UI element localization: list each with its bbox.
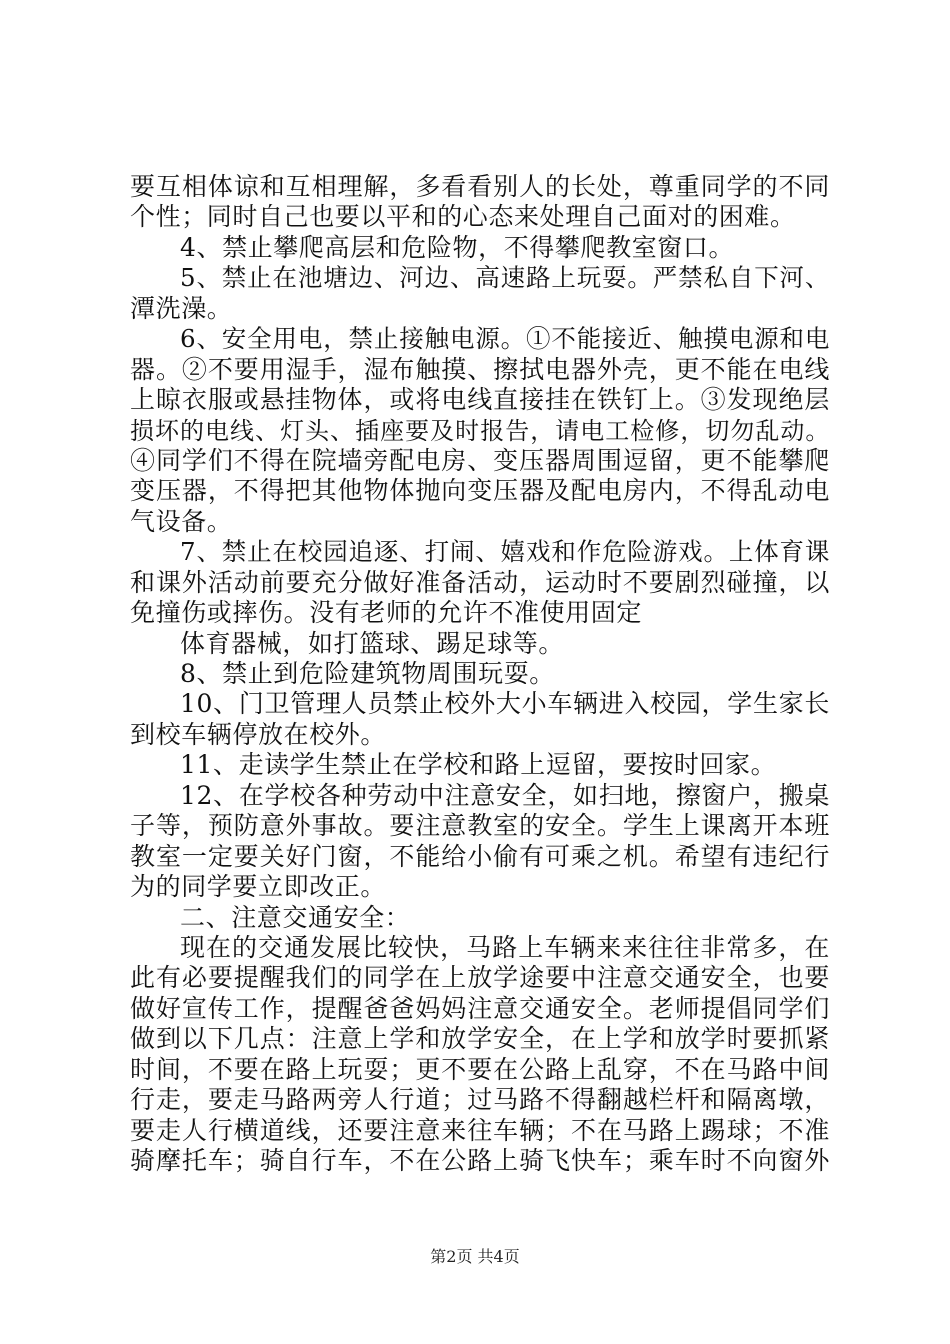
text-line: 要互相体谅和互相理解，多看看别人的长处，尊重同学的不同 — [130, 172, 830, 201]
text-line: 8、禁止到危险建筑物周围玩耍。 — [180, 659, 555, 688]
text-line: 现在的交通发展比较快，马路上车辆来来往往非常多，在 — [180, 932, 830, 962]
text-line: 上晾衣服或悬挂物体，或将电线直接挂在铁钉上。③发现绝层 — [130, 385, 830, 415]
text-line: 11、走读学生禁止在学校和路上逗留，要按时回家。 — [180, 750, 777, 780]
text-line: 行走，要走马路两旁人行道；过马路不得翻越栏杆和隔离墩， — [130, 1085, 830, 1115]
text-line: 骑摩托车；骑自行车，不在公路上骑飞快车；乘车时不向窗外 — [130, 1146, 830, 1175]
page-footer: 第2页 共4页 — [430, 1247, 520, 1266]
text-line: 潭洗澡。 — [130, 293, 233, 323]
text-line: 4、禁止攀爬高层和危险物，不得攀爬教室窗口。 — [180, 232, 735, 262]
text-line: 二、注意交通安全： — [180, 902, 411, 932]
text-line: 子等，预防意外事故。要注意教室的安全。学生上课离开本班 — [130, 811, 830, 841]
text-line: 12、在学校各种劳动中注意安全，如扫地，擦窗户，搬桌 — [180, 780, 830, 810]
text-line: 器。②不要用湿手，湿布触摸、擦拭电器外壳，更不能在电线 — [130, 354, 830, 384]
text-line: 体育器械，如打篮球、踢足球等。 — [180, 628, 565, 658]
text-line: 此有必要提醒我们的同学在上放学途要中注意交通安全，也要 — [130, 963, 830, 993]
text-line: 做好宣传工作，提醒爸爸妈妈注意交通安全。老师提倡同学们 — [130, 993, 830, 1023]
text-line: 要走人行横道线，还要注意来往车辆；不在马路上踢球；不准 — [130, 1115, 830, 1145]
text-line: 和课外活动前要充分做好准备活动，运动时不要剧烈碰撞，以 — [130, 567, 830, 597]
text-line: 做到以下几点：注意上学和放学安全，在上学和放学时要抓紧 — [130, 1024, 830, 1054]
text-line: 时间，不要在路上玩耍；更不要在公路上乱穿，不在马路中间 — [130, 1054, 830, 1084]
text-line: 5、禁止在池塘边、河边、高速路上玩耍。严禁私自下河、 — [180, 263, 830, 293]
text-line: 变压器，不得把其他物体抛向变压器及配电房内，不得乱动电 — [130, 476, 830, 506]
text-line: 个性；同时自己也要以平和的心态来处理自己面对的困难。 — [130, 202, 796, 232]
text-line: 为的同学要立即改正。 — [130, 872, 387, 902]
text-line: 免撞伤或摔伤。没有老师的允许不准使用固定 — [130, 598, 643, 628]
text-line: 7、禁止在校园追逐、打闹、嬉戏和作危险游戏。上体育课 — [180, 537, 830, 567]
text-line: 损坏的电线、灯头、插座要及时报告，请电工检修，切勿乱动。 — [130, 416, 830, 445]
document-body — [130, 172, 830, 1176]
text-line: 气设备。 — [130, 506, 233, 536]
text-line: 教室一定要关好门窗，不能给小偷有可乘之机。希望有违纪行 — [130, 841, 830, 871]
text-line: 到校车辆停放在校外。 — [130, 719, 387, 749]
text-line: 6、安全用电，禁止接触电源。①不能接近、触摸电源和电 — [180, 324, 830, 354]
text-line: ④同学们不得在院墙旁配电房、变压器周围逗留，更不能攀爬 — [130, 445, 830, 475]
text-line: 10、门卫管理人员禁止校外大小车辆进入校园，学生家长 — [180, 689, 830, 719]
